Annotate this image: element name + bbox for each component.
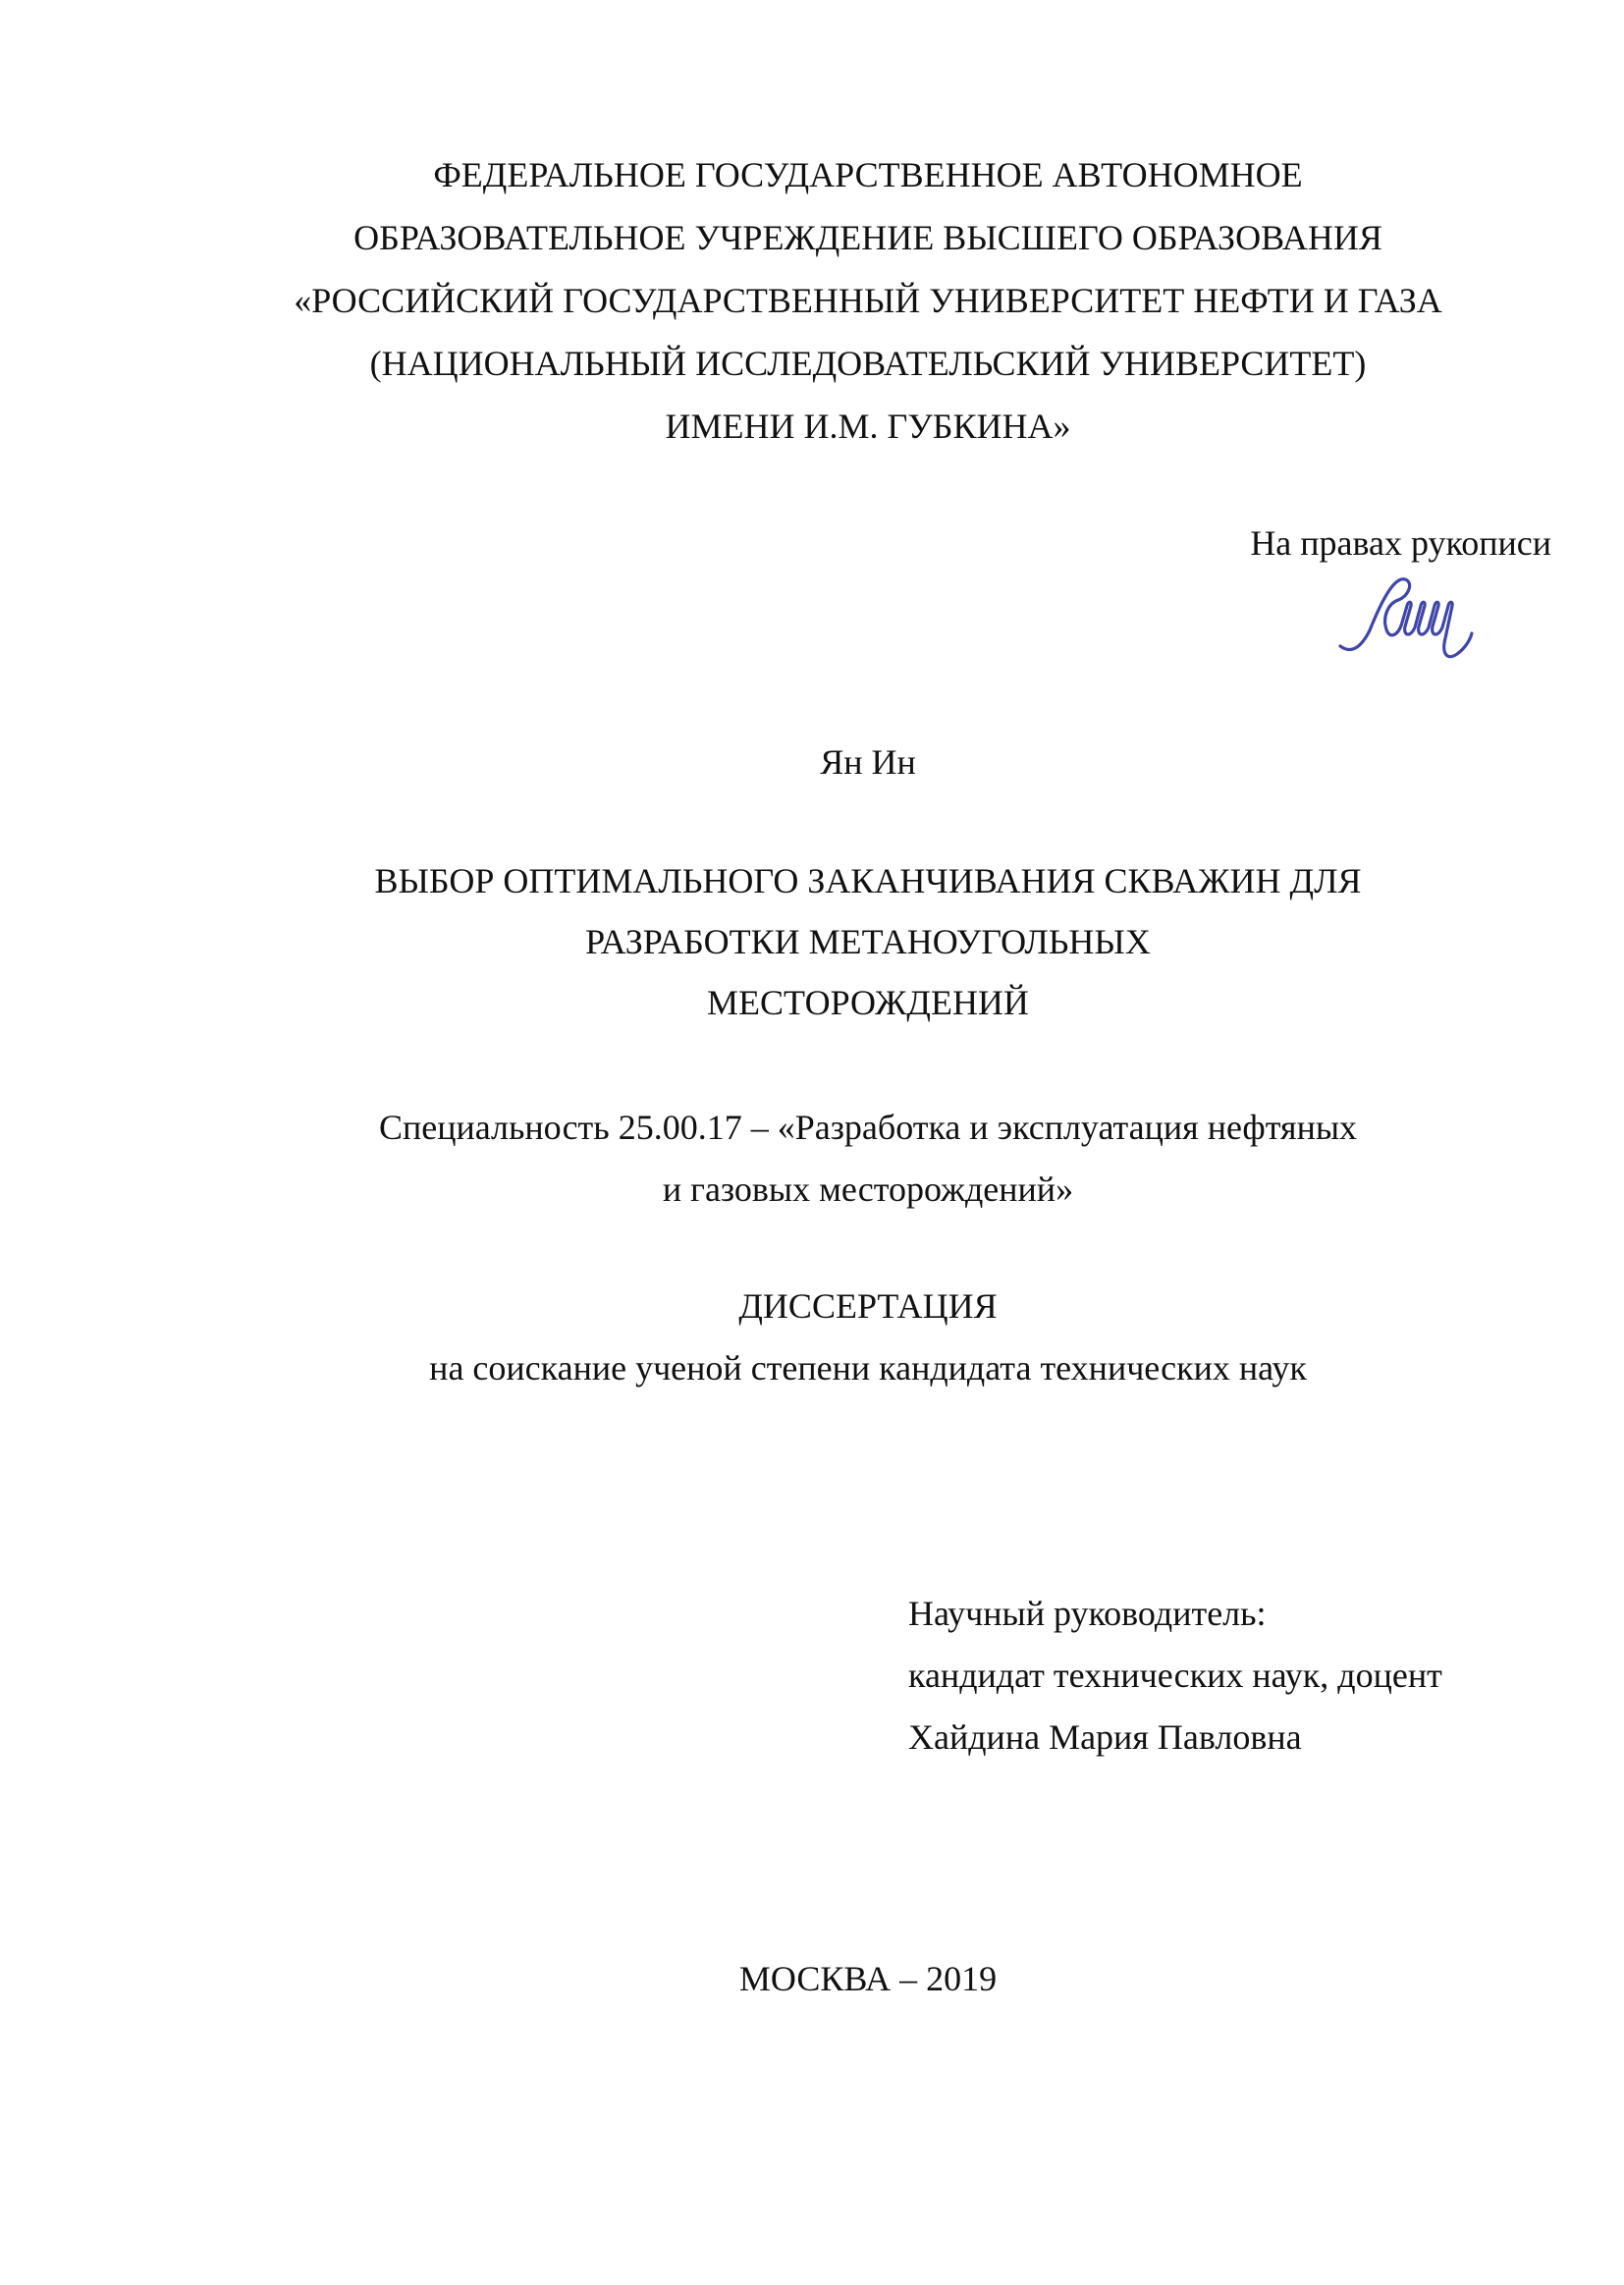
- institution-line: ИМЕНИ И.М. ГУБКИНА»: [665, 407, 1071, 446]
- title-line: РАЗРАБОТКИ МЕТАНОУГОЛЬНЫХ: [585, 922, 1151, 961]
- supervisor-label: Научный руководитель:: [908, 1594, 1267, 1633]
- signature-stroke: [1340, 579, 1472, 657]
- handwritten-signature: [1332, 566, 1525, 664]
- manuscript-rights-note: На правах рукописи: [1250, 523, 1551, 563]
- dissertation-type: [232, 1276, 1504, 1399]
- institution-line: «РОССИЙСКИЙ ГОСУДАРСТВЕННЫЙ УНИВЕРСИТЕТ НЕФТИ И ГАЗА: [294, 281, 1442, 320]
- author-name: Ян Ин: [820, 742, 916, 782]
- specialty-line: и газовых месторождений»: [662, 1170, 1074, 1209]
- institution-name: [232, 143, 1504, 458]
- title-line: МЕСТОРОЖДЕНИЙ: [707, 983, 1029, 1022]
- institution-line: ФЕДЕРАЛЬНОЕ ГОСУДАРСТВЕННОЕ АВТОНОМНОЕ: [433, 155, 1303, 194]
- institution-line: ОБРАЗОВАТЕЛЬНОЕ УЧРЕЖДЕНИЕ ВЫСШЕГО ОБРАЗОВАНИЯ: [353, 218, 1382, 257]
- specialty-line: Специальность 25.00.17 – «Разработка и эксплуатация нефтяных: [378, 1108, 1358, 1147]
- dissertation-subtitle: на соискание ученой степени кандидата технических наук: [429, 1348, 1307, 1387]
- dissertation-heading: ДИССЕРТАЦИЯ: [738, 1286, 998, 1326]
- supervisor-degree: кандидат технических наук, доцент: [908, 1656, 1442, 1695]
- title-line: ВЫБОР ОПТИМАЛЬНОГО ЗАКАНЧИВАНИЯ СКВАЖИН ДЛЯ: [374, 861, 1362, 900]
- city-and-year: МОСКВА – 2019: [738, 1959, 998, 1998]
- signature-icon: [1332, 566, 1525, 664]
- supervisor-name: Хайдина Мария Павловна: [908, 1717, 1302, 1757]
- dissertation-title: [232, 850, 1504, 1033]
- institution-line: (НАЦИОНАЛЬНЫЙ ИССЛЕДОВАТЕЛЬСКИЙ УНИВЕРСИТЕТ): [369, 344, 1367, 383]
- specialty-designation: [232, 1097, 1504, 1221]
- supervisor-block: [908, 1583, 1442, 1768]
